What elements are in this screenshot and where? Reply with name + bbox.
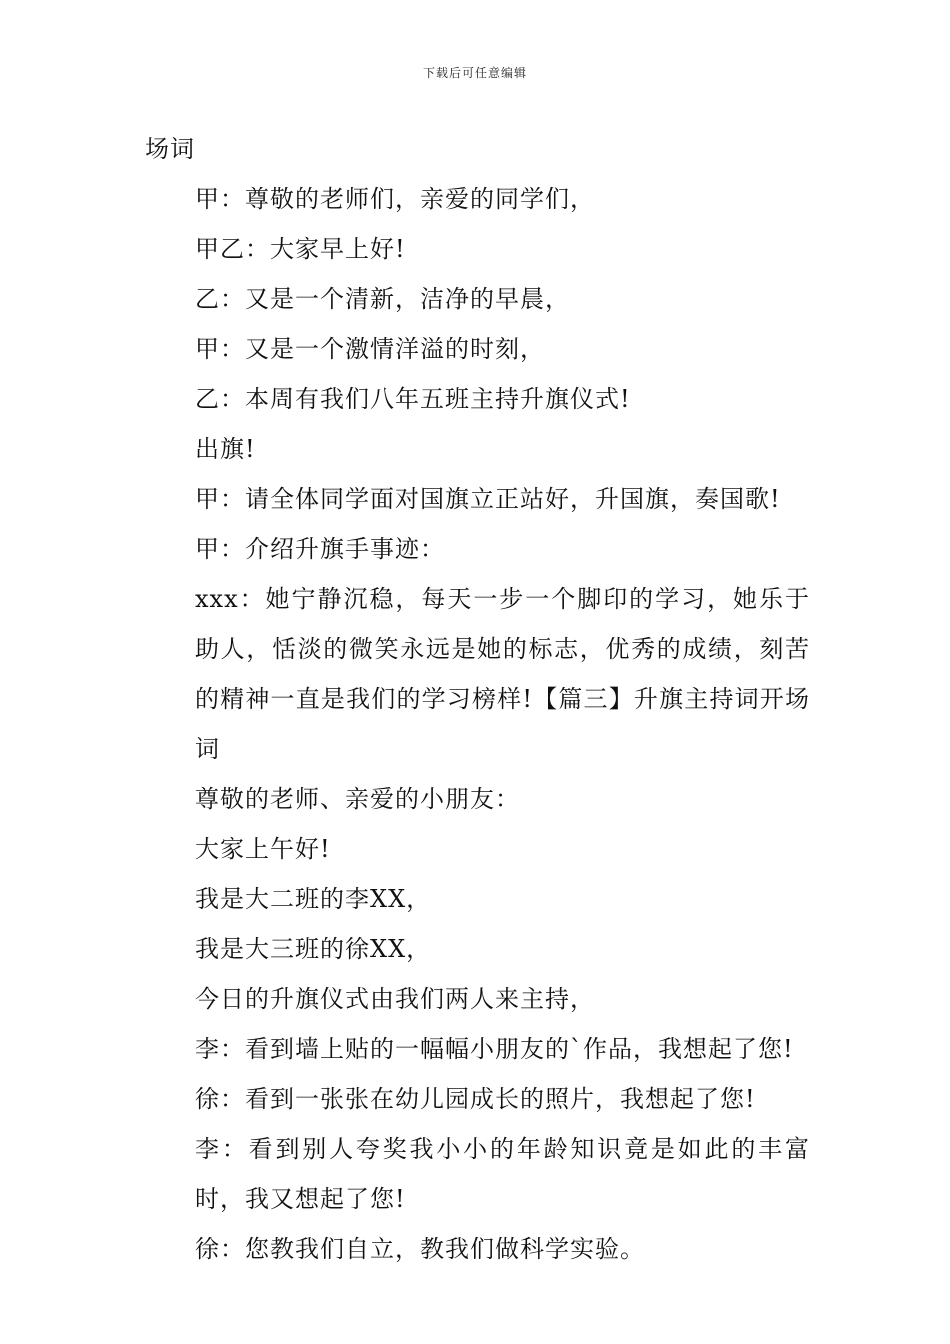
- paragraph-15: 今日的升旗仪式由我们两人来主持，: [195, 985, 595, 1013]
- paragraph-2: 甲：尊敬的老师们，亲爱的同学们，: [195, 185, 595, 213]
- paragraph-5: 甲：又是一个激情洋溢的时刻，: [195, 335, 545, 363]
- paragraph-12: 大家上午好!: [195, 835, 331, 863]
- paragraph-10: xxx：她宁静沉稳，每天一步一个脚印的学习，她乐于助人，恬淡的微笑永远是她的标志，优秀的成绩，刻苦的精神一直是我们的学习榜样!【篇三】升旗主持词开场词: [195, 585, 810, 763]
- paragraph-17: 徐：看到一张张在幼儿园成长的照片，我想起了您!: [195, 1085, 756, 1113]
- paragraph-1: 场词: [145, 135, 195, 163]
- paragraph-7: 出旗!: [195, 435, 256, 463]
- paragraph-14: 我是大三班的徐XX，: [195, 935, 432, 963]
- paragraph-13: 我是大二班的李XX，: [195, 885, 432, 913]
- paragraph-19: 徐：您教我们自立，教我们做科学实验。: [195, 1235, 645, 1263]
- paragraph-3: 甲乙：大家早上好!: [195, 235, 406, 263]
- paragraph-8: 甲：请全体同学面对国旗立正站好，升国旗，奏国歌!: [195, 485, 781, 513]
- page-header: 下载后可任意编辑: [422, 66, 527, 80]
- paragraph-18: 李：看到别人夸奖我小小的年龄知识竟是如此的丰富时，我又想起了您!: [195, 1135, 810, 1213]
- paragraph-6: 乙：本周有我们八年五班主持升旗仪式!: [195, 385, 631, 413]
- paragraph-9: 甲：介绍升旗手事迹：: [195, 535, 445, 563]
- document-body: [145, 124, 810, 1274]
- paragraph-11: 尊敬的老师、亲爱的小朋友：: [195, 785, 520, 813]
- paragraph-16: 李：看到墙上贴的一幅幅小朋友的`作品，我想起了您!: [195, 1035, 794, 1063]
- paragraph-4: 乙：又是一个清新，洁净的早晨，: [195, 285, 570, 313]
